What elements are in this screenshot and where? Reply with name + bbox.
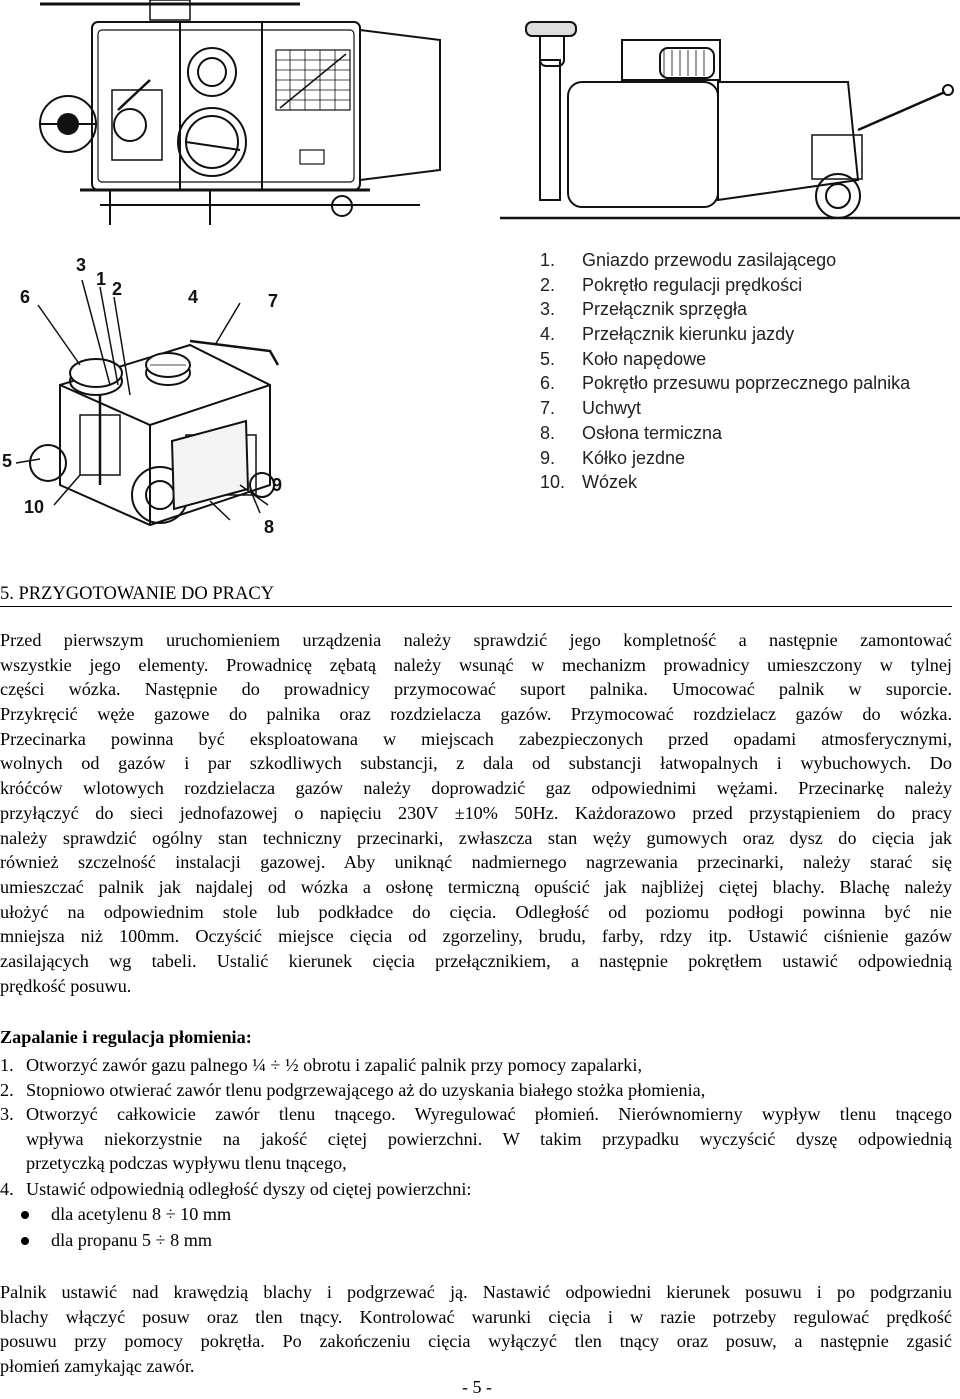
legend-item: 4. Przełącznik kierunku jazdy (540, 324, 795, 345)
callout-4: 4 (188, 287, 199, 307)
section-heading: 5. PRZYGOTOWANIE DO PRACY (0, 582, 952, 607)
legend-item: 9. Kółko jezdne (540, 447, 686, 468)
bullet-dot-icon (21, 1237, 29, 1245)
paragraph-line: posuwu przy pomocy pokrętła. Po zakończeniu cięcia wyłączyć tlen tnący oraz posuw, a następnie zgasić (0, 1331, 952, 1352)
step-line: Otworzyć całkowicie zawór tlenu tnącego. Wyregulować płomień. Nierównomierny wypływ tlenu tnącego (26, 1104, 952, 1124)
machine-side-view-figure (0, 0, 960, 240)
callout-9: 9 (272, 475, 283, 495)
paragraph-line: ułożyć na odpowiednim stole lub podkładce do cięcia. Odległość od poziomu podłogi powinna być nie (0, 901, 952, 922)
paragraph-line: mniejsza niż 100mm. Oczyścić miejsce cięcia od zgorzeliny, brudu, farby, rdzy itp. Ustawić ciśnienie gazów (0, 926, 952, 947)
paragraph-line: płomień zamykając zawór. (0, 1356, 195, 1377)
bullet-text: dla acetylenu 8 ÷ 10 mm (51, 1204, 232, 1224)
legend-item: 8. Osłona termiczna (540, 422, 723, 443)
paragraph-line: Przecinarka powinna być eksploatowana w miejscach zabezpieczonych przed opadami atmosferycznymi, (0, 728, 952, 749)
callout-7: 7 (268, 291, 279, 311)
parts-legend (540, 248, 910, 495)
paragraph-line: przyłączyć do sieci jednofazowej o napięciu 230V ±10% 50Hz. Każdorazowo przed przystąpieniem do pracy (0, 802, 952, 823)
paragraph-line: blachy włączyć posuw oraz tlen tnący. Kontrolować warunki cięcia i w razie potrzeby regulować prędkość (0, 1306, 952, 1327)
paragraph-line: również szczelność instalacji gazowej. Aby uniknąć nadmiernego nagrzewania przecinarki, należy starać się (0, 852, 952, 873)
callout-10: 10 (24, 497, 45, 517)
paragraph-line: wszystkie jego elementy. Prowadnicę zębatą należy wsunąć w mechanizm prowadnicy umieszczony w tylnej (0, 654, 952, 675)
intro-paragraph (0, 628, 952, 998)
callout-6: 6 (20, 287, 31, 307)
step-number: 3. (0, 1104, 14, 1124)
callout-1: 1 (96, 269, 107, 289)
step-line: przetyczką podczas wypływu tlenu tnącego, (26, 1153, 347, 1174)
legend-item: 5. Koło napędowe (540, 348, 707, 369)
callout-8: 8 (264, 517, 275, 537)
paragraph-line: umieszczać palnik jak najdalej od wózka a osłonę termiczną opuścić jak najbliżej ciętej blachy. Blachę należy (0, 876, 952, 897)
step-number: 2. (0, 1080, 14, 1100)
paragraph-line: Przed pierwszym uruchomieniem urządzenia należy sprawdzić jego kompletność a następnie zamontować (0, 630, 952, 650)
step-line: Ustawić odpowiednią odległość dyszy od ciętej powierzchni: (26, 1179, 472, 1199)
paragraph-line: prędkość posuwu. (0, 975, 132, 996)
callout-2: 2 (112, 279, 123, 299)
step-number: 1. (0, 1055, 14, 1075)
callout-3: 3 (76, 255, 87, 275)
legend-item: 2. Pokrętło regulacji prędkości (540, 274, 803, 295)
legend-item: 6. Pokrętło przesuwu poprzecznego palnika (540, 373, 911, 394)
step-line: Otworzyć zawór gazu palnego ¼ ÷ ½ obrotu i zapalić palnik przy pomocy zapalarki, (26, 1055, 643, 1075)
legend-item: 1. Gniazdo przewodu zasilającego (540, 250, 837, 270)
paragraph-line: Przykręcić węże gazowe do palnika oraz rozdzielacza gazów. Przymocować rozdzielacz gazów do wózka. (0, 704, 952, 725)
ignition-heading: Zapalanie i regulacja płomienia: (0, 1027, 252, 1047)
closing-paragraph (0, 1280, 952, 1379)
machine-isometric-view-figure (0, 245, 310, 545)
bullet-dot-icon (21, 1211, 29, 1219)
paragraph-line: należy sprawdzić ogólny stan techniczny przecinarki, zwłaszcza stan węży gumowych oraz dysz do cięcia jak (0, 827, 952, 848)
legend-item: 7. Uchwyt (540, 398, 642, 419)
paragraph-line: zasilających wg tabeli. Ustalić kierunek cięcia przełącznikiem, a następnie pokrętłem ustawić odpowiednią (0, 950, 952, 971)
paragraph-line: części wózka. Następnie do prowadnicy przymocować suport palnika. Umocować palnik w suporcie. (0, 679, 952, 700)
step-line: Stopniowo otwierać zawór tlenu podgrzewającego aż do uzyskania białego stożka płomienia, (26, 1080, 706, 1100)
legend-item: 3. Przełącznik sprzęgła (540, 299, 748, 320)
page-number: - 5 - (462, 1377, 492, 1397)
paragraph-line: króćców wlotowych rozdzielacza gazów należy doprowadzić gaz odpowiednimi wężami. Przecinarkę należy (0, 778, 952, 799)
step-number: 4. (0, 1179, 14, 1199)
legend-item: 10. Wózek (540, 472, 638, 493)
callout-5: 5 (2, 451, 13, 471)
paragraph-line: wolnych od gazów i par szkodliwych substancji, z dala od substancji łatwopalnych i wybuchowych. Do (0, 753, 952, 774)
step-line: wpływa niekorzystnie na jakość ciętej powierzchni. W takim przypadku wyczyścić dyszę odpowiednią (26, 1128, 952, 1149)
paragraph-line: Palnik ustawić nad krawędzią blachy i podgrzewać ją. Nastawić odpowiedni kierunek posuwu i po podgrzaniu (0, 1282, 952, 1302)
bullet-text: dla propanu 5 ÷ 8 mm (51, 1230, 213, 1250)
